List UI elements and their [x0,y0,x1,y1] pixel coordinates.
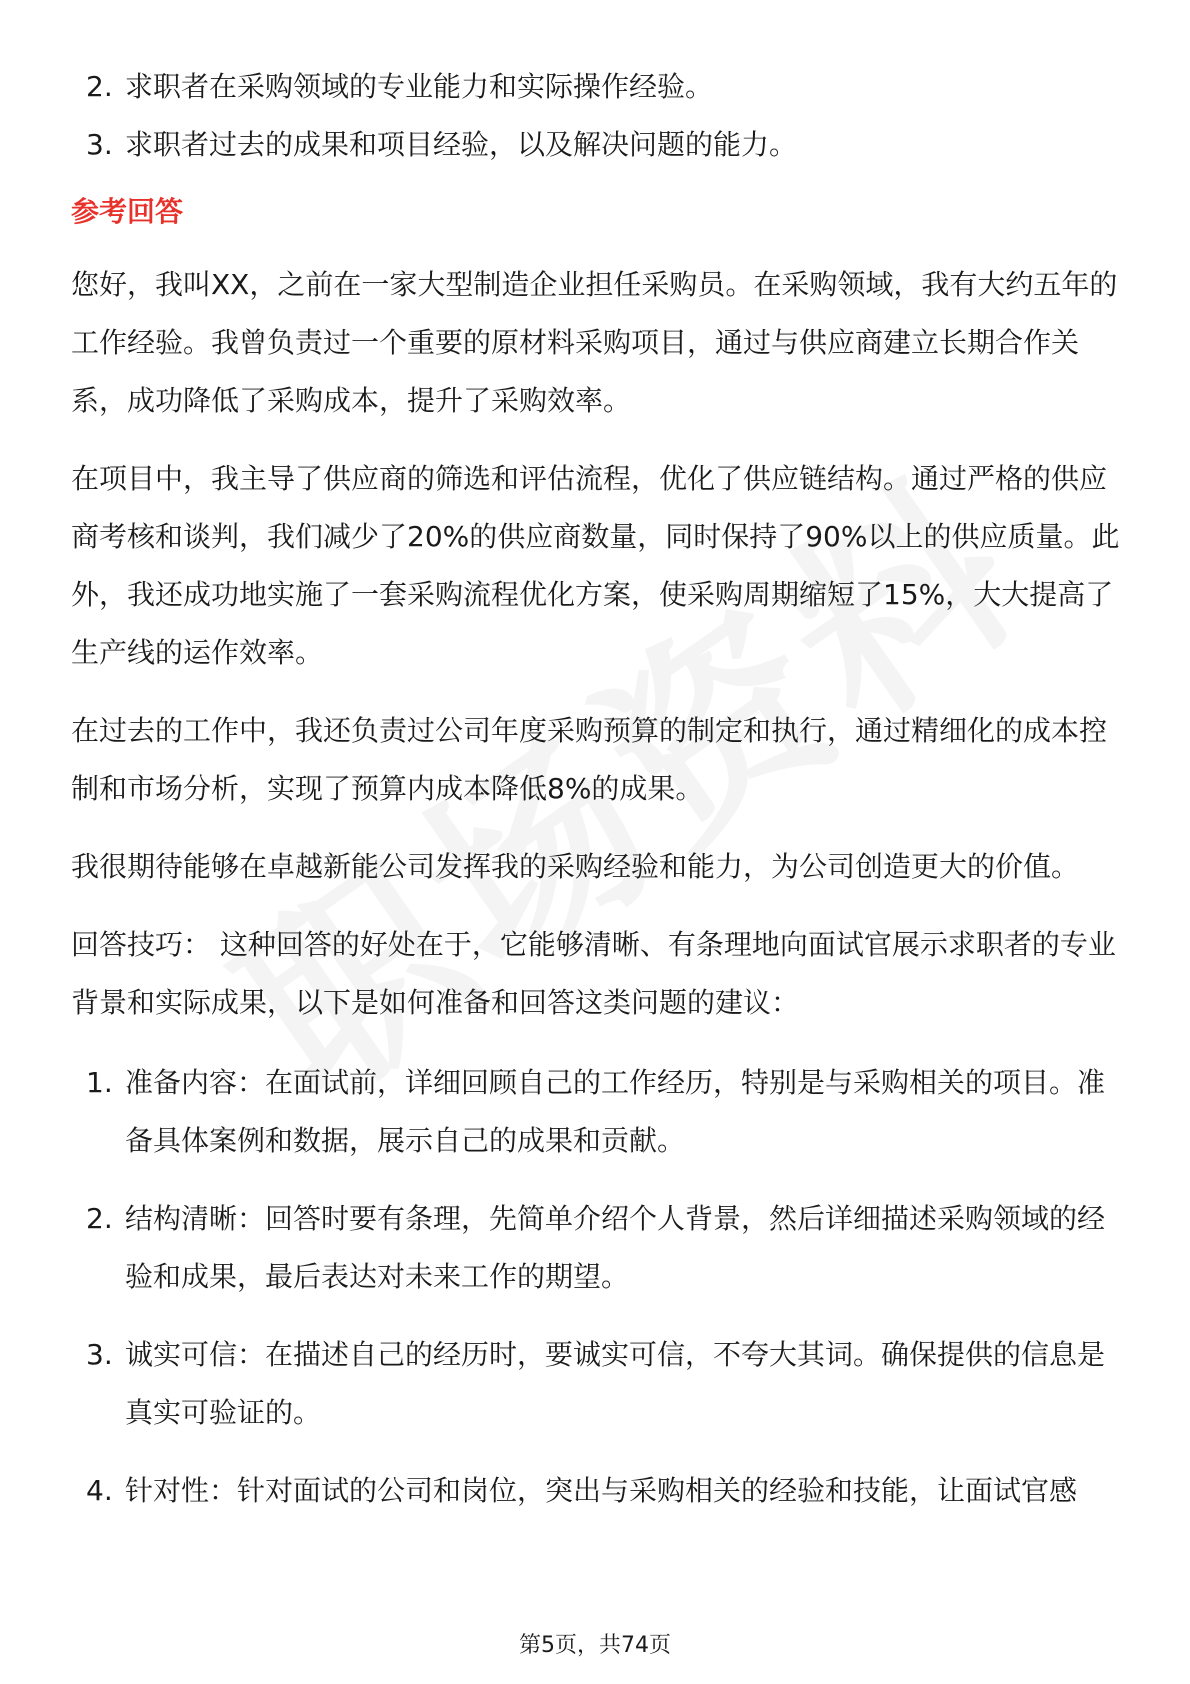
paragraph: 在过去的工作中，我还负责过公司年度采购预算的制定和执行，通过精细化的成本控制和市场分析，实现了预算内成本降低8%的成果。 [71,714,1108,805]
section-heading: 参考回答 [71,195,184,228]
list-number: 2. [86,1202,113,1235]
paragraph: 回答技巧： 这种回答的好处在于，它能够清晰、有条理地向面试官展示求职者的专业背景和实际成果，以下是如何准备和回答这类问题的建议： [71,928,1116,1019]
list-number: 3. [86,128,113,161]
list-text: 结构清晰：回答时要有条理，先简单介绍个人背景，然后详细描述采购领域的经验和成果，最后表达对未来工作的期望。 [125,1202,1106,1293]
list-number: 1. [86,1066,113,1099]
page-content [71,58,1121,1520]
paragraph: 我很期待能够在卓越新能公司发挥我的采购经验和能力，为公司创造更大的价值。 [71,850,1080,883]
list-number: 2. [86,70,113,103]
list-item [71,1326,1121,1442]
list-text: 准备内容：在面试前，详细回顾自己的工作经历，特别是与采购相关的项目。准备具体案例和数据，展示自己的成果和贡献。 [125,1066,1106,1157]
list-item [71,1054,1121,1170]
list-number: 4. [86,1474,113,1507]
list-text: 求职者过去的成果和项目经验，以及解决问题的能力。 [125,128,798,161]
list-number: 3. [86,1338,113,1371]
list-text: 求职者在采购领域的专业能力和实际操作经验。 [125,70,714,103]
list-item [71,58,1121,116]
list-item [71,1462,1121,1520]
list-text: 诚实可信：在描述自己的经历时，要诚实可信，不夸大其词。确保提供的信息是真实可验证的。 [125,1338,1106,1429]
list-item [71,116,1121,174]
page-footer: 第5页，共74页 [519,1633,671,1658]
paragraph: 在项目中，我主导了供应商的筛选和评估流程，优化了供应链结构。通过严格的供应商考核和谈判，我们减少了20%的供应商数量，同时保持了90%以上的供应质量。此外，我还成功地实施了一套采购流程优化方案，使采购周期缩短了15%，大大提高了生产线的运作效率。 [71,462,1120,669]
list-text: 针对性：针对面试的公司和岗位，突出与采购相关的经验和技能，让面试官感 [125,1474,1078,1507]
paragraph: 您好，我叫XX，之前在一家大型制造企业担任采购员。在采购领域，我有大约五年的工作经验。我曾负责过一个重要的原材料采购项目，通过与供应商建立长期合作关系，成功降低了采购成本，提升了采购效率。 [71,268,1118,417]
list-item [71,1190,1121,1306]
